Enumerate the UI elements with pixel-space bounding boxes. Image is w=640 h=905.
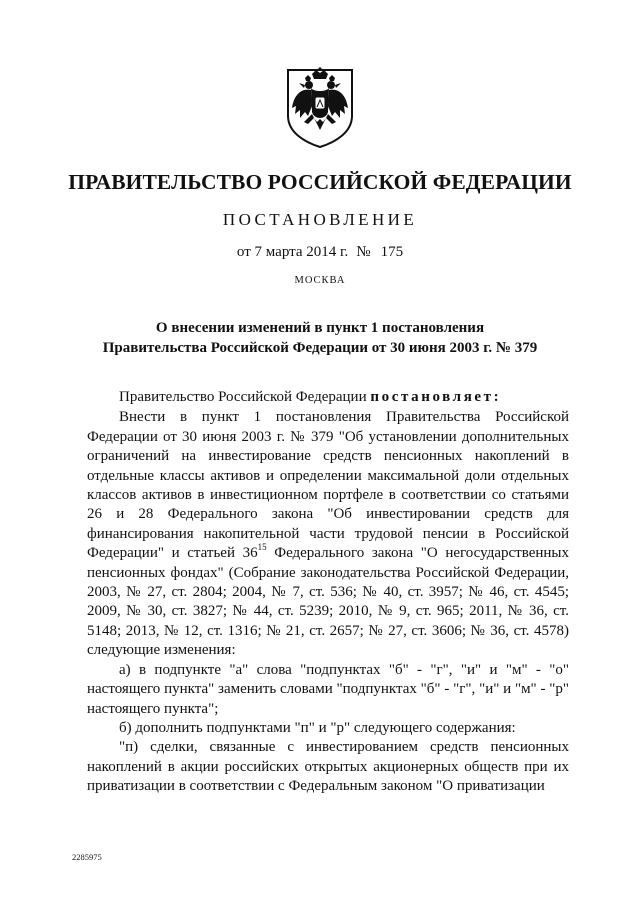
paragraph-4: "п) сделки, связанные с инвестированием средств пенсионных накоплений в акции российских открытых акционерных обществ при их приватизации в соответствии с Федеральным законом "О приватизации [87,739,569,795]
document-body [87,388,569,797]
paragraph-1-text-cont: Федерального закона "О негосударственных пенсионных фондах" (Собрание законодательства Российской Федерации, 2003, № 27, ст. 2804; 2004, № 7, ст. 536; № 40, ст. 3957; № 46, ст. 4545; 2009, № 30, ст. 3827; № 44, ст. 5239; 2010, № 9, ст. 965; 2011, № 36, ст. 5148; 2013, № 12, ст. 1316; № 21, ст. 2657; № 27, ст. 3606; № 36, ст. 4578) следующие изменения: [87,545,569,659]
paragraph-2: а) в подпункте "а" слова "подпунктах "б" - "г", "и" и "м" - "о" настоящего пункта" заменить словами "подпунктах "б" - "г", "и" и "м" - "р" настоящего пункта"; [87,661,569,717]
date-number-line [0,244,640,261]
document-number: 175 [380,244,404,260]
number-sign: № [356,244,371,260]
intro-lead: Правительство Российской Федерации [119,389,367,405]
document-type: ПОСТАНОВЛЕНИЕ [222,210,418,229]
intro-verb: постановляет: [370,389,502,405]
city-label: МОСКВА [294,275,346,286]
subject-line-1: О внесении изменений в пункт 1 постановления [155,320,485,336]
document-code: 2285975 [72,852,102,862]
paragraph-3: б) дополнить подпунктами "п" и "р" следующего содержания: [119,719,516,736]
paragraph-1 [87,408,569,660]
superscript-15: 15 [257,542,267,553]
subject-line-2: Правительства Российской Федерации от 30 июня 2003 г. № 379 [102,340,538,356]
coat-of-arms-icon [282,64,358,150]
paragraph-1-text: Внести в пункт 1 постановления Правительства Российской Федерации от 30 июня 2003 г. № 379 "Об установлении дополнительных ограничений на инвестирование средств пенсионных накоплений в отдельные классы активов и определении максимальной доли отдельных классов активов в инвестиционном портфеле в соответствии со статьями 26 и 28 Федерального закона "Об инвестировании средств для финансирования накопительной части трудовой пенсии в Российской Федерации" и статьей 36 [87,409,569,562]
document-subject [0,318,640,358]
intro-paragraph [87,388,569,407]
organization-title: ПРАВИТЕЛЬСТВО РОССИЙСКОЙ ФЕДЕРАЦИИ [68,170,572,194]
document-date: от 7 марта 2014 г. [236,244,349,260]
